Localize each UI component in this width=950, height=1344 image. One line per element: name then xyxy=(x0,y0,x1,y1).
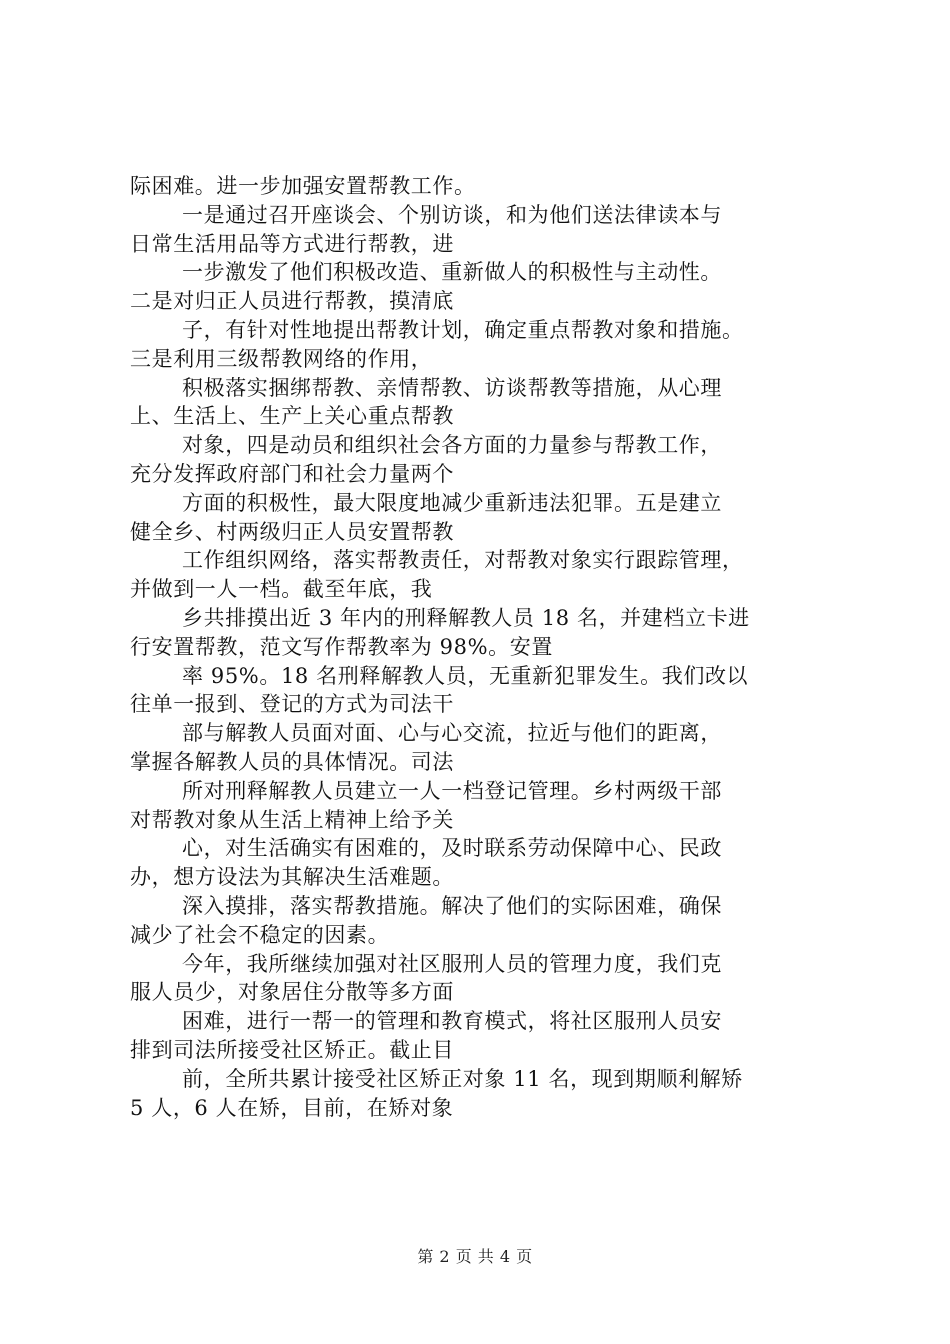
text-line: 减少了社会不稳定的因素。 xyxy=(130,922,390,947)
text-line: 充分发挥政府部门和社会力量两个 xyxy=(130,461,454,486)
text-line: 办，想方设法为其解决生活难题。 xyxy=(130,865,454,890)
text-line: 健全乡、村两级归正人员安置帮教 xyxy=(130,519,454,544)
text-line: 前，全所共累计接受社区矫正对象 11 名，现到期顺利解矫 xyxy=(182,1066,743,1091)
text-line: 今年，我所继续加强对社区服刑人员的管理力度，我们克 xyxy=(182,951,722,976)
text-line: 日常生活用品等方式进行帮教，进 xyxy=(130,231,454,256)
page-footer: 第 2 页 共 4 页 xyxy=(417,1247,533,1266)
text-line: 部与解教人员面对面、心与心交流，拉近与他们的距离， xyxy=(182,721,722,746)
text-line: 一是通过召开座谈会、个别访谈，和为他们送法律读本与 xyxy=(182,202,722,227)
document-body xyxy=(130,172,850,1122)
text-line: 深入摸排，落实帮教措施。解决了他们的实际困难，确保 xyxy=(182,893,722,918)
text-line: 一步激发了他们积极改造、重新做人的积极性与主动性。 xyxy=(182,260,722,285)
text-line: 率 95%。18 名刑释解教人员，无重新犯罪发生。我们改以 xyxy=(182,663,749,688)
text-line: 掌握各解教人员的具体情况。司法 xyxy=(130,749,454,774)
text-line: 往单一报到、登记的方式为司法干 xyxy=(130,692,454,717)
text-line: 5 人，6 人在矫，目前，在矫对象 xyxy=(130,1095,454,1120)
text-line: 三是利用三级帮教网络的作用， xyxy=(130,346,433,371)
text-line: 积极落实捆绑帮教、亲情帮教、访谈帮教等措施，从心理 xyxy=(182,375,722,400)
text-line: 排到司法所接受社区矫正。截止目 xyxy=(130,1037,454,1062)
text-line: 并做到一人一档。截至年底，我 xyxy=(130,577,433,602)
text-line: 上、生活上、生产上关心重点帮教 xyxy=(130,404,454,429)
text-line: 困难，进行一帮一的管理和教育模式，将社区服刑人员安 xyxy=(182,1009,722,1034)
text-line: 际困难。进一步加强安置帮教工作。 xyxy=(130,174,476,198)
text-line: 对象，四是动员和组织社会各方面的力量参与帮教工作， xyxy=(182,433,722,458)
text-line: 对帮教对象从生活上精神上给予关 xyxy=(130,807,454,832)
text-line: 行安置帮教，范文写作帮教率为 98%。安置 xyxy=(130,634,553,659)
text-line: 服人员少，对象居住分散等多方面 xyxy=(130,980,454,1005)
text-line: 心，对生活确实有困难的，及时联系劳动保障中心、民政 xyxy=(182,836,722,861)
text-line: 方面的积极性，最大限度地减少重新违法犯罪。五是建立 xyxy=(182,490,722,515)
text-line: 子，有针对性地提出帮教计划，确定重点帮教对象和措施。 xyxy=(182,317,744,342)
text-line: 二是对归正人员进行帮教，摸清底 xyxy=(130,289,454,314)
text-line: 工作组织网络，落实帮教责任，对帮教对象实行跟踪管理， xyxy=(182,548,744,573)
text-line: 乡共排摸出近 3 年内的刑释解教人员 18 名，并建档立卡进 xyxy=(182,605,750,630)
text-line: 所对刑释解教人员建立一人一档登记管理。乡村两级干部 xyxy=(182,778,722,803)
